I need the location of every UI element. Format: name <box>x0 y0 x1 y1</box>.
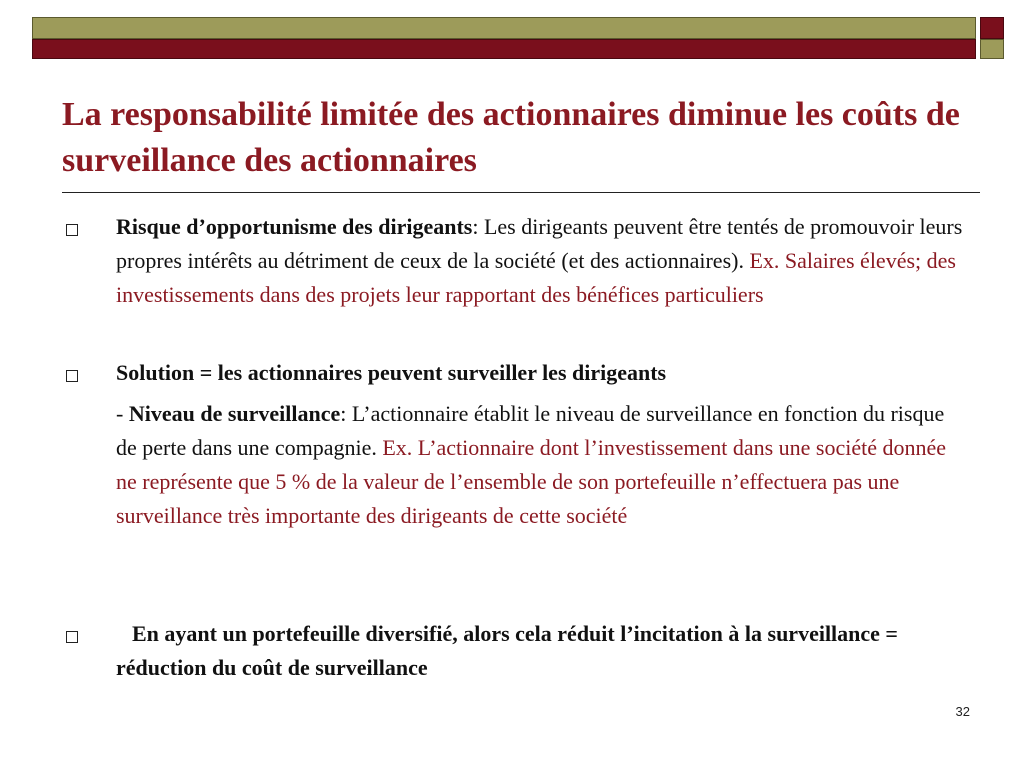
sub-dash: - <box>116 401 129 426</box>
sub-example: Ex. L’actionnaire dont l’investissement dans une société donnée ne représente que 5 % de la valeur de l’ensemble de son portefeuille n’effectuera pas une surveillance très importante des dirigeants de cette société <box>116 435 947 528</box>
bullet-2-heading: Solution = les actionnaires peuvent surveiller les dirigeants <box>116 360 667 385</box>
slide-title: La responsabilité limitée des actionnaires diminue les coûts de surveillance des actionnaires <box>62 96 960 179</box>
bullet-2 <box>116 356 966 390</box>
sub-text: : L’actionnaire établit le niveau de surveillance en fonction du risque de perte dans une compagnie. <box>116 401 945 460</box>
bullet-1-heading: Risque d’opportunisme des dirigeants <box>116 214 473 239</box>
bullet-square-icon <box>66 224 78 236</box>
sub-paragraph <box>116 397 966 533</box>
bullet-3-heading: En ayant un portefeuille diversifié, alors cela réduit l’incitation à la surveillance = réduction du coût de surveillance <box>116 621 898 680</box>
bullet-3 <box>116 617 966 685</box>
bullet-square-icon <box>66 631 78 643</box>
bullet-1-example: Ex. Salaires élevés; des investissements dans des projets leur rapportant des bénéfices particuliers <box>116 248 956 307</box>
bullet-1-text: : Les dirigeants peuvent être tentés de promouvoir leurs propres intérêts au détriment de ceux de la société (et des actionnaires). <box>116 214 963 273</box>
bullet-square-icon <box>66 370 78 382</box>
sub-heading: Niveau de surveillance <box>128 401 341 426</box>
bullet-1 <box>116 210 966 312</box>
page-number: 32 <box>955 704 970 719</box>
